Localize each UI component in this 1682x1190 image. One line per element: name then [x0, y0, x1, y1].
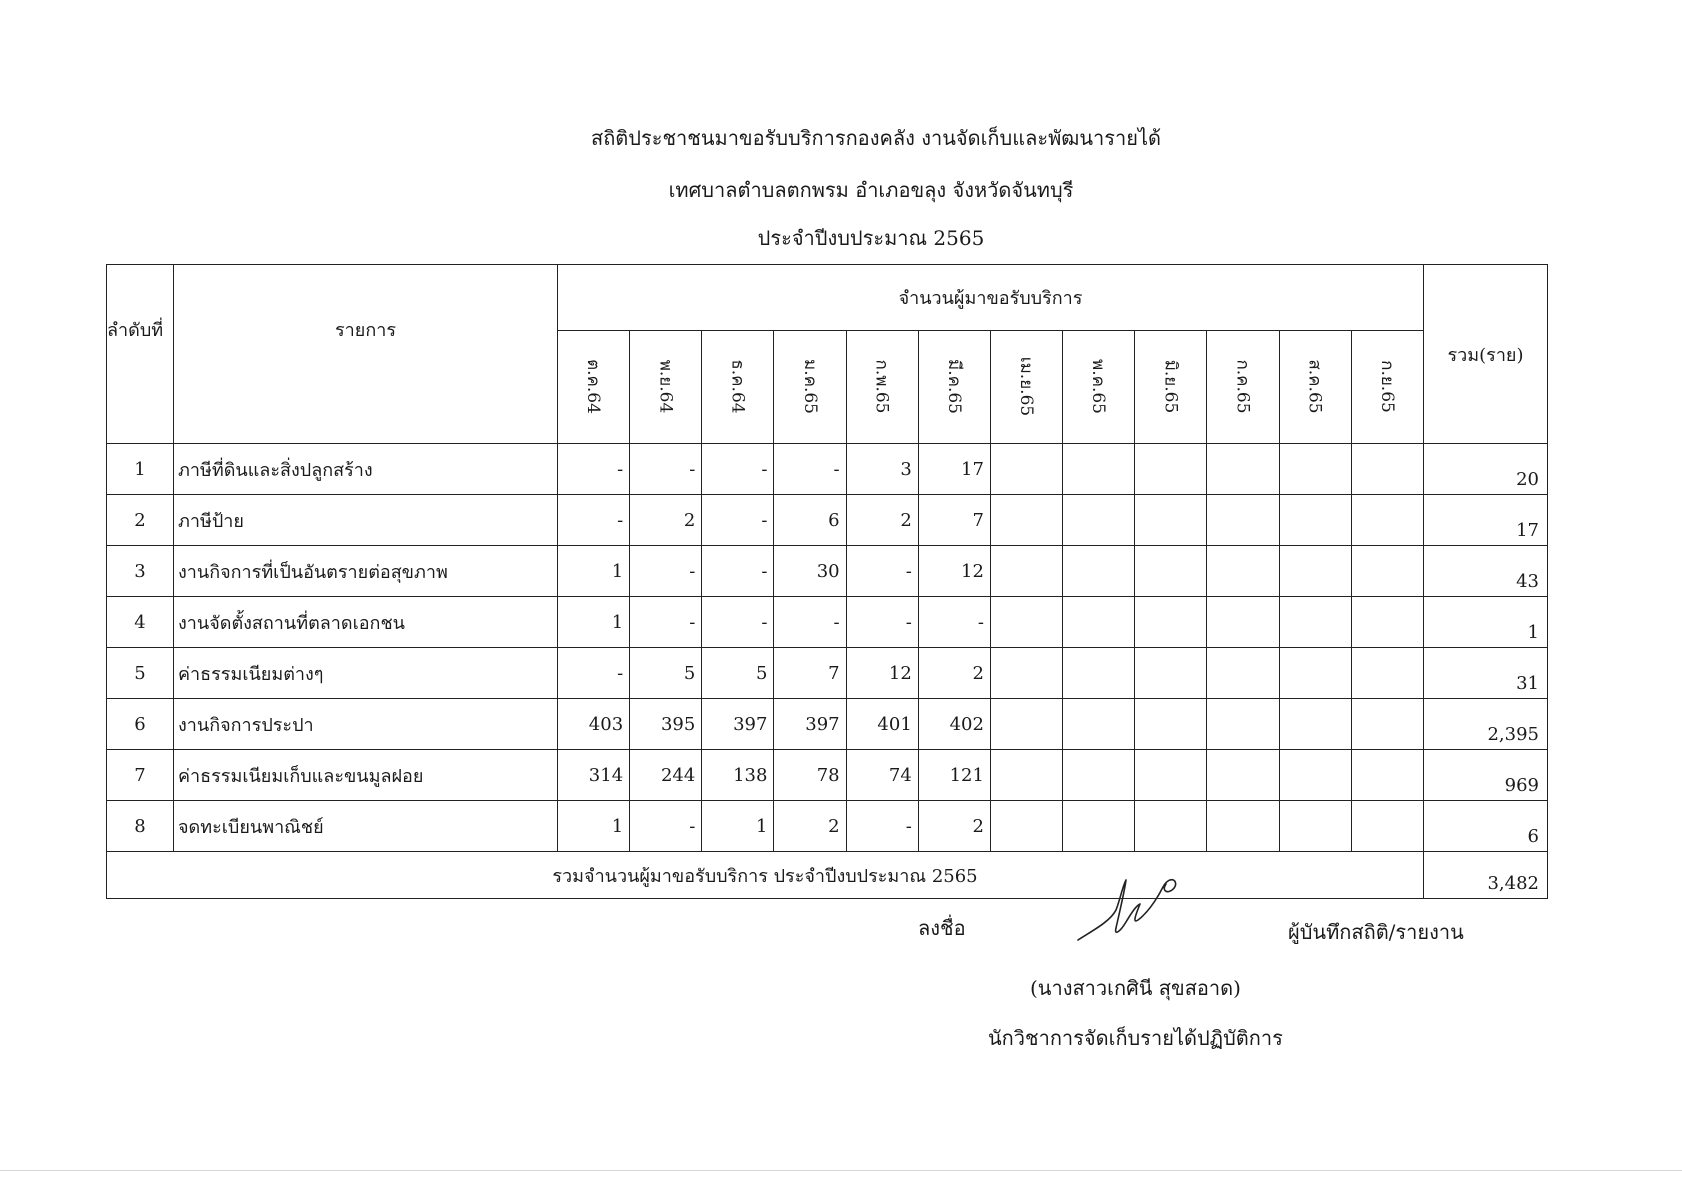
month-value-cell	[1351, 801, 1423, 852]
month-label: ส.ค.65	[1304, 359, 1325, 414]
row-item: ค่าธรรมเนียมเก็บและขนมูลฝอย	[174, 750, 558, 801]
month-value-cell: 78	[774, 750, 846, 801]
month-header-cell	[918, 330, 990, 443]
month-header-cell	[1135, 330, 1207, 443]
month-value-cell: 395	[630, 699, 702, 750]
month-value-cell	[1207, 444, 1279, 495]
table-row	[107, 597, 1548, 648]
month-value-cell	[1063, 444, 1135, 495]
month-value-cell: -	[774, 444, 846, 495]
month-value-cell	[1279, 648, 1351, 699]
table-row	[107, 444, 1548, 495]
row-item: งานจัดตั้งสถานที่ตลาดเอกชน	[174, 597, 558, 648]
month-value-cell: -	[630, 801, 702, 852]
month-value-cell	[1063, 750, 1135, 801]
row-total: 2,395	[1424, 699, 1548, 750]
month-header-cell	[558, 330, 630, 443]
month-value-cell: 5	[630, 648, 702, 699]
month-value-cell	[990, 597, 1062, 648]
month-value-cell: -	[558, 444, 630, 495]
month-value-cell: -	[918, 597, 990, 648]
month-value-cell	[1135, 597, 1207, 648]
row-total: 31	[1424, 648, 1548, 699]
month-value-cell: -	[630, 444, 702, 495]
row-number: 4	[107, 597, 174, 648]
month-value-cell: 74	[846, 750, 918, 801]
month-label: ม.ค.65	[799, 359, 820, 415]
row-number: 5	[107, 648, 174, 699]
month-value-cell	[1063, 546, 1135, 597]
row-total: 1	[1424, 597, 1548, 648]
month-value-cell: 1	[702, 801, 774, 852]
month-label: ธ.ค.64	[727, 359, 748, 414]
column-header-total: รวม(ราย)	[1424, 265, 1548, 444]
row-total: 43	[1424, 546, 1548, 597]
sign-label: ลงชื่อ	[918, 916, 966, 940]
month-value-cell	[1063, 699, 1135, 750]
month-value-cell	[1063, 648, 1135, 699]
signer-position: นักวิชาการจัดเก็บรายได้ปฏิบัติการ	[988, 1026, 1283, 1050]
month-value-cell	[1135, 495, 1207, 546]
row-number: 3	[107, 546, 174, 597]
month-value-cell: -	[702, 597, 774, 648]
row-item: ภาษีที่ดินและสิ่งปลูกสร้าง	[174, 444, 558, 495]
row-number: 1	[107, 444, 174, 495]
month-value-cell: 2	[630, 495, 702, 546]
month-value-cell: 2	[918, 648, 990, 699]
month-value-cell	[1063, 597, 1135, 648]
month-value-cell	[1135, 801, 1207, 852]
month-header-cell	[630, 330, 702, 443]
column-header-no: ลำดับที่	[107, 265, 174, 444]
month-value-cell: 1	[558, 801, 630, 852]
month-value-cell: -	[630, 597, 702, 648]
month-value-cell: 2	[846, 495, 918, 546]
row-total: 17	[1424, 495, 1548, 546]
row-total: 969	[1424, 750, 1548, 801]
month-label: ก.พ.65	[871, 359, 892, 414]
month-header-cell	[1207, 330, 1279, 443]
row-item: จดทะเบียนพาณิชย์	[174, 801, 558, 852]
table-row	[107, 750, 1548, 801]
month-value-cell: 244	[630, 750, 702, 801]
month-value-cell	[1279, 546, 1351, 597]
month-label: ก.ค.65	[1232, 359, 1253, 414]
month-header-cell	[774, 330, 846, 443]
month-value-cell	[1135, 699, 1207, 750]
table-row	[107, 699, 1548, 750]
month-value-cell	[1207, 699, 1279, 750]
month-value-cell: 7	[774, 648, 846, 699]
month-value-cell: 397	[774, 699, 846, 750]
month-value-cell: 30	[774, 546, 846, 597]
month-value-cell: 2	[918, 801, 990, 852]
row-total: 6	[1424, 801, 1548, 852]
month-value-cell	[1135, 750, 1207, 801]
month-value-cell: 121	[918, 750, 990, 801]
month-value-cell	[1279, 597, 1351, 648]
table-row	[107, 495, 1548, 546]
month-label: ต.ค.64	[583, 359, 604, 415]
month-header-cell	[1279, 330, 1351, 443]
month-value-cell	[990, 546, 1062, 597]
month-label: พ.ค.65	[1088, 359, 1109, 415]
signer-name: (นางสาวเกศินี สุขสอาด)	[1030, 976, 1241, 1000]
month-value-cell	[1207, 648, 1279, 699]
month-header-cell	[1063, 330, 1135, 443]
month-value-cell	[1351, 444, 1423, 495]
month-value-cell	[1351, 546, 1423, 597]
month-value-cell: -	[846, 546, 918, 597]
handwritten-signature	[1070, 870, 1200, 950]
month-value-cell	[1063, 495, 1135, 546]
month-value-cell	[1279, 801, 1351, 852]
grand-total: 3,482	[1424, 852, 1548, 899]
month-value-cell: 7	[918, 495, 990, 546]
month-value-cell	[990, 648, 1062, 699]
table-header-row	[107, 265, 1548, 331]
month-value-cell	[990, 444, 1062, 495]
month-value-cell	[1063, 801, 1135, 852]
month-value-cell	[990, 495, 1062, 546]
row-number: 2	[107, 495, 174, 546]
month-value-cell	[1279, 699, 1351, 750]
month-value-cell: 397	[702, 699, 774, 750]
month-value-cell	[1279, 444, 1351, 495]
month-value-cell: 1	[558, 597, 630, 648]
row-item: งานกิจการที่เป็นอันตรายต่อสุขภาพ	[174, 546, 558, 597]
table-row	[107, 648, 1548, 699]
month-header-cell	[990, 330, 1062, 443]
month-value-cell: 314	[558, 750, 630, 801]
organization-name: เทศบาลตำบลตกพรม อำเภอขลุง จังหวัดจันทบุรี	[668, 178, 1074, 202]
column-header-group: จำนวนผู้มาขอรับบริการ	[558, 265, 1424, 331]
month-label: ก.ย.65	[1376, 360, 1397, 414]
month-value-cell	[1351, 495, 1423, 546]
month-header-cell	[702, 330, 774, 443]
month-value-cell: 2	[774, 801, 846, 852]
month-value-cell: -	[702, 495, 774, 546]
table-row	[107, 546, 1548, 597]
month-value-cell: 6	[774, 495, 846, 546]
month-value-cell	[1207, 495, 1279, 546]
month-value-cell: 402	[918, 699, 990, 750]
month-value-cell	[1207, 750, 1279, 801]
month-label: พ.ย.64	[655, 360, 676, 414]
month-value-cell: 17	[918, 444, 990, 495]
statistics-table	[106, 264, 1548, 899]
month-value-cell	[990, 750, 1062, 801]
month-value-cell: 12	[846, 648, 918, 699]
month-header-cell	[846, 330, 918, 443]
footer-label: รวมจำนวนผู้มาขอรับบริการ ประจำปีงบประมาณ 2565	[107, 852, 1424, 899]
month-value-cell	[1279, 495, 1351, 546]
month-value-cell	[1135, 546, 1207, 597]
table-body	[107, 444, 1548, 852]
month-value-cell	[990, 699, 1062, 750]
month-value-cell: 5	[702, 648, 774, 699]
month-value-cell	[1207, 801, 1279, 852]
month-value-cell: 401	[846, 699, 918, 750]
month-value-cell: -	[702, 444, 774, 495]
month-header-cell	[1351, 330, 1423, 443]
month-value-cell	[1135, 648, 1207, 699]
month-value-cell	[1351, 750, 1423, 801]
month-value-cell	[990, 801, 1062, 852]
month-value-cell	[1207, 546, 1279, 597]
column-header-item: รายการ	[174, 265, 558, 444]
month-label: มิ.ย.65	[1160, 360, 1181, 414]
row-item: งานกิจการประปา	[174, 699, 558, 750]
month-value-cell: 138	[702, 750, 774, 801]
row-total: 20	[1424, 444, 1548, 495]
row-item: ค่าธรรมเนียมต่างๆ	[174, 648, 558, 699]
table-row	[107, 801, 1548, 852]
month-value-cell: 403	[558, 699, 630, 750]
month-value-cell: -	[774, 597, 846, 648]
month-value-cell	[1207, 597, 1279, 648]
month-value-cell: -	[702, 546, 774, 597]
month-value-cell: -	[558, 495, 630, 546]
month-value-cell: -	[846, 801, 918, 852]
row-number: 7	[107, 750, 174, 801]
month-label: มี.ค.65	[943, 359, 964, 415]
signer-role: ผู้บันทึกสถิติ/รายงาน	[1288, 920, 1464, 944]
fiscal-year: ประจำปีงบประมาณ 2565	[757, 226, 985, 250]
row-number: 6	[107, 699, 174, 750]
month-value-cell	[1351, 648, 1423, 699]
month-value-cell	[1351, 597, 1423, 648]
month-value-cell: 1	[558, 546, 630, 597]
document-title: สถิติประชาชนมาขอรับบริการกองคลัง งานจัดเก็บและพัฒนารายได้	[590, 126, 1162, 150]
month-value-cell	[1351, 699, 1423, 750]
month-value-cell: -	[846, 597, 918, 648]
table-footer-row	[107, 852, 1548, 899]
month-value-cell: -	[630, 546, 702, 597]
month-value-cell: -	[558, 648, 630, 699]
month-value-cell: 12	[918, 546, 990, 597]
row-number: 8	[107, 801, 174, 852]
month-value-cell: 3	[846, 444, 918, 495]
month-value-cell	[1135, 444, 1207, 495]
month-label: เม.ย.65	[1016, 357, 1037, 417]
page-edge-divider	[0, 1170, 1682, 1171]
month-value-cell	[1279, 750, 1351, 801]
row-item: ภาษีป้าย	[174, 495, 558, 546]
